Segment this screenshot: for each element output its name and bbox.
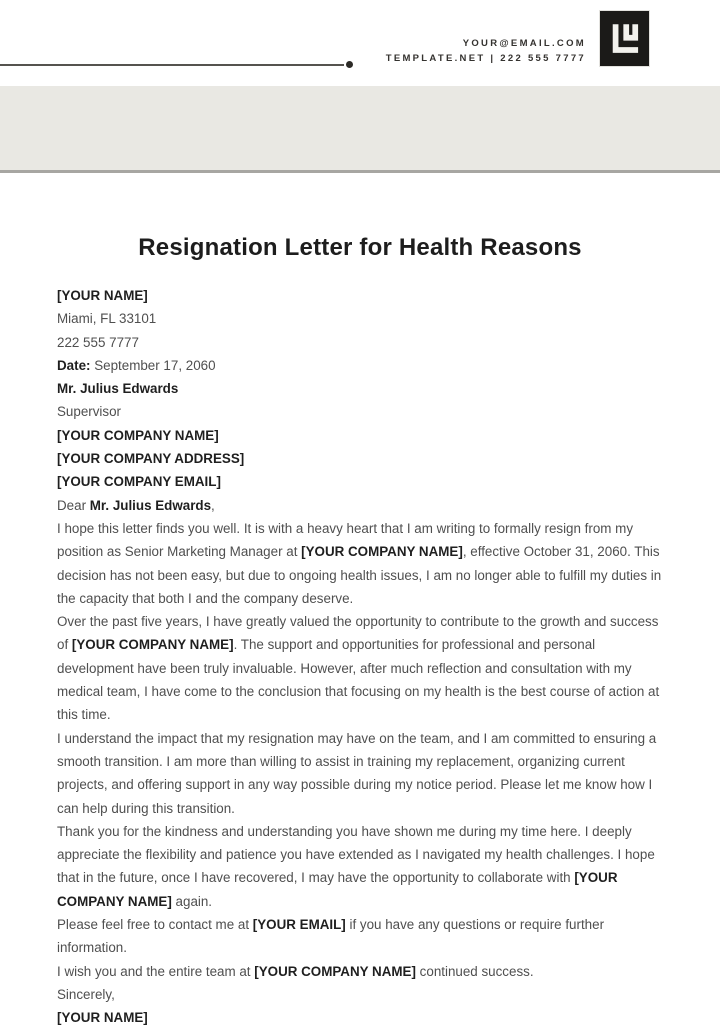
- paragraph: Thank you for the kindness and understanding you have shown me during my time here. I deeply appreciate the flexibility and patience you have extended as I navigated my health challenges. I hope that in the future, once I have recovered, I may have the opportunity to collaborate with [YOUR COMPANY NAME] again.: [57, 823, 655, 909]
- recipient-title: Supervisor: [57, 404, 122, 420]
- recipient-name: Mr. Julius Edwards: [57, 381, 179, 397]
- logo-monogram-icon: [607, 19, 643, 59]
- header-divider-dot: [346, 61, 353, 68]
- paragraph: I hope this letter finds you well. It is with a heavy heart that I am writing to formally resign from my position as Senior Marketing Manager at [YOUR COMPANY NAME], effective October 31, 2060. This decision has not been easy, but due to ongoing health issues, I am no longer able to fulfill my duties in the capacity that both I and the company deserve.: [57, 520, 662, 606]
- closing: Sincerely,: [57, 986, 115, 1002]
- paragraph: Over the past five years, I have greatly valued the opportunity to contribute to the growth and success of [YOUR COMPANY NAME]. The support and opportunities for professional and personal development have been truly invaluable. However, after much reflection and consultation with my medical team, I have come to the conclusion that focusing on my health is the best course of action at this time.: [57, 614, 660, 723]
- paragraph: I wish you and the entire team at [YOUR COMPANY NAME] continued success.: [57, 963, 534, 979]
- page-header: [0, 0, 720, 86]
- paragraph: Please feel free to contact me at [YOUR EMAIL] if you have any questions or require further information.: [57, 917, 605, 956]
- date-line: Date: September 17, 2060: [57, 357, 216, 373]
- gray-banner: [0, 86, 720, 173]
- page-title: Resignation Letter for Health Reasons: [138, 234, 582, 261]
- sender-city: Miami, FL 33101: [57, 311, 157, 327]
- signature-name: [YOUR NAME]: [57, 1010, 148, 1026]
- header-contact-block: [386, 36, 586, 66]
- template-net-logo: [599, 10, 650, 67]
- recipient-company-email: [YOUR COMPANY EMAIL]: [57, 474, 221, 490]
- header-email: YOUR@EMAIL.COM: [462, 38, 586, 49]
- sender-phone: 222 555 7777: [57, 334, 139, 350]
- recipient-company-name: [YOUR COMPANY NAME]: [57, 427, 219, 443]
- header-divider-line: [0, 64, 344, 66]
- header-site-phone: TEMPLATE.NET | 222 555 7777: [385, 53, 586, 64]
- paragraph: I understand the impact that my resignation may have on the team, and I am committed to ensuring a smooth transition. I am more than willing to assist in training my replacement, organizing current projects, and offering support in any way possible during my notice period. Please let me know how I can help during this transition.: [57, 730, 657, 816]
- sender-name: [YOUR NAME]: [57, 288, 148, 303]
- salutation: Dear Mr. Julius Edwards,: [57, 497, 215, 513]
- letter-body: [57, 284, 663, 1030]
- recipient-company-address: [YOUR COMPANY ADDRESS]: [57, 451, 245, 467]
